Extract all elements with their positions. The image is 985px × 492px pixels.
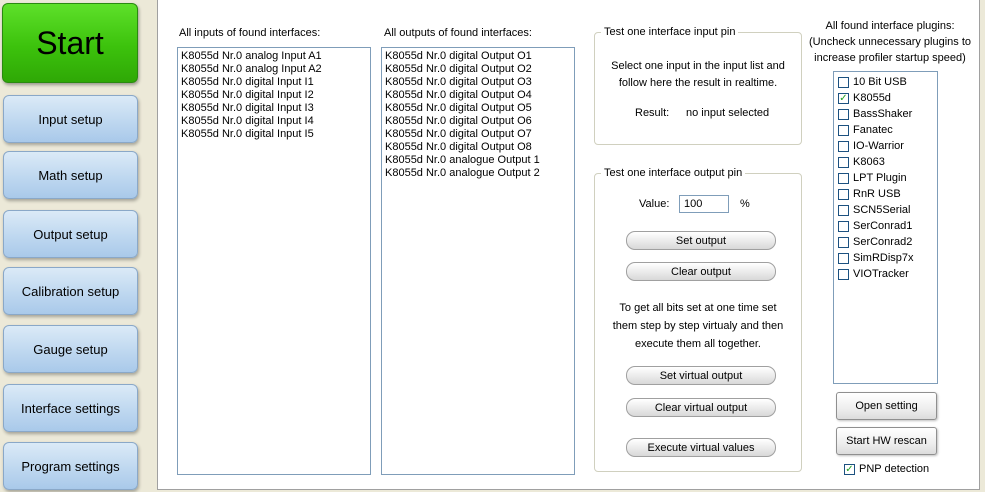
result-value: no input selected: [686, 107, 770, 119]
plugin-item[interactable]: [838, 138, 933, 154]
value-label: Value:: [639, 198, 670, 210]
plugin-item[interactable]: [838, 154, 933, 170]
virtual-info-1: To get all bits set at one time set: [619, 302, 777, 314]
list-item[interactable]: K8055d Nr.0 digital Output O4: [385, 89, 532, 101]
plugin-item[interactable]: [838, 122, 933, 138]
list-item[interactable]: K8055d Nr.0 digital Output O7: [385, 128, 532, 140]
checkbox-icon[interactable]: [838, 189, 849, 200]
inputs-listbox[interactable]: [177, 47, 371, 475]
plugin-item[interactable]: [838, 250, 933, 266]
outputs-list-title: All outputs of found interfaces:: [384, 27, 532, 39]
checkbox-icon[interactable]: [838, 237, 849, 248]
list-item[interactable]: K8055d Nr.0 digital Input I5: [181, 128, 314, 140]
plugin-label: 10 Bit USB: [853, 75, 907, 88]
clear-output-button[interactable]: Clear output: [626, 262, 776, 281]
plugin-item[interactable]: [838, 266, 933, 282]
checkbox-icon[interactable]: [838, 253, 849, 264]
checkbox-icon[interactable]: [838, 109, 849, 120]
execute-virtual-values-button[interactable]: Execute virtual values: [626, 438, 776, 457]
pnp-detection-label: PNP detection: [859, 463, 930, 475]
checkbox-icon[interactable]: [838, 77, 849, 88]
plugin-item[interactable]: [838, 186, 933, 202]
list-item[interactable]: K8055d Nr.0 digital Output O5: [385, 102, 532, 114]
value-input[interactable]: 100: [679, 195, 729, 213]
test-input-instruction-2: follow here the result in realtime.: [618, 77, 778, 89]
plugins-title-1: All found interface plugins:: [825, 20, 955, 32]
plugin-label: K8055d: [853, 91, 891, 104]
plugin-item[interactable]: [838, 170, 933, 186]
test-output-title: Test one interface output pin: [601, 167, 745, 179]
plugin-item[interactable]: [838, 74, 933, 90]
test-input-instruction-1: Select one input in the input list and: [611, 60, 785, 72]
list-item[interactable]: K8055d Nr.0 digital Output O8: [385, 141, 532, 153]
interface-settings-button[interactable]: Interface settings: [3, 384, 138, 432]
plugin-item[interactable]: [838, 106, 933, 122]
list-item[interactable]: K8055d Nr.0 digital Input I3: [181, 102, 314, 114]
list-item[interactable]: K8055d Nr.0 digital Output O3: [385, 76, 532, 88]
checkbox-checked-icon[interactable]: ✓: [839, 92, 848, 104]
plugin-label: SerConrad1: [853, 219, 913, 232]
start-button[interactable]: Start: [2, 3, 138, 83]
plugin-label: IO-Warrior: [853, 139, 904, 152]
checkbox-icon[interactable]: [838, 141, 849, 152]
plugin-item[interactable]: [838, 202, 933, 218]
plugins-checklist[interactable]: [833, 71, 938, 384]
virtual-info-2: them step by step virtualy and then: [612, 320, 784, 332]
test-input-group: [594, 26, 802, 145]
input-setup-button[interactable]: Input setup: [3, 95, 138, 143]
start-hw-rescan-button[interactable]: Start HW rescan: [836, 427, 937, 455]
list-item[interactable]: K8055d Nr.0 digital Input I1: [181, 76, 314, 88]
checkbox-icon[interactable]: [838, 157, 849, 168]
plugin-item[interactable]: [838, 90, 933, 106]
plugin-label: VIOTracker: [853, 267, 909, 280]
list-item[interactable]: K8055d Nr.0 analog Input A1: [181, 50, 322, 62]
plugin-label: SCN5Serial: [853, 203, 911, 216]
set-virtual-output-button[interactable]: Set virtual output: [626, 366, 776, 385]
list-item[interactable]: K8055d Nr.0 analogue Output 2: [385, 167, 540, 179]
checkbox-icon[interactable]: [838, 173, 849, 184]
checkbox-icon[interactable]: [838, 125, 849, 136]
plugin-label: SerConrad2: [853, 235, 913, 248]
plugin-label: K8063: [853, 155, 885, 168]
inputs-list-title: All inputs of found interfaces:: [179, 27, 321, 39]
plugin-label: SimRDisp7x: [853, 251, 914, 264]
test-input-title: Test one interface input pin: [601, 26, 738, 38]
open-setting-button[interactable]: Open setting: [836, 392, 937, 420]
test-output-group: [594, 167, 802, 472]
math-setup-button[interactable]: Math setup: [3, 151, 138, 199]
gauge-setup-button[interactable]: Gauge setup: [3, 325, 138, 373]
plugins-header: [806, 18, 974, 66]
plugin-label: Fanatec: [853, 123, 893, 136]
list-item[interactable]: K8055d Nr.0 digital Output O1: [385, 50, 532, 62]
checkbox-icon[interactable]: [838, 221, 849, 232]
checkbox-checked-icon[interactable]: ✓: [845, 463, 854, 475]
list-item[interactable]: K8055d Nr.0 analogue Output 1: [385, 154, 540, 166]
list-item[interactable]: K8055d Nr.0 analog Input A2: [181, 63, 322, 75]
plugin-label: LPT Plugin: [853, 171, 907, 184]
outputs-listbox[interactable]: [381, 47, 575, 475]
calibration-setup-button[interactable]: Calibration setup: [3, 267, 138, 315]
plugin-label: BassShaker: [853, 107, 913, 120]
program-settings-button[interactable]: Program settings: [3, 442, 138, 490]
list-item[interactable]: K8055d Nr.0 digital Input I2: [181, 89, 314, 101]
result-label: Result:: [635, 107, 670, 119]
list-item[interactable]: K8055d Nr.0 digital Output O6: [385, 115, 532, 127]
virtual-info-3: execute them all together.: [635, 338, 761, 350]
plugins-title-3: increase profiler startup speed): [814, 52, 966, 64]
clear-virtual-output-button[interactable]: Clear virtual output: [626, 398, 776, 417]
checkbox-icon[interactable]: [838, 269, 849, 280]
plugin-item[interactable]: [838, 234, 933, 250]
output-setup-button[interactable]: Output setup: [3, 210, 138, 258]
plugin-item[interactable]: [838, 218, 933, 234]
checkbox-icon[interactable]: [838, 205, 849, 216]
plugin-label: RnR USB: [853, 187, 901, 200]
pnp-detection-checkbox[interactable]: [844, 463, 929, 475]
plugins-title-2: (Uncheck unnecessary plugins to: [808, 36, 972, 48]
percent-unit: %: [740, 198, 750, 210]
list-item[interactable]: K8055d Nr.0 digital Input I4: [181, 115, 314, 127]
set-output-button[interactable]: Set output: [626, 231, 776, 250]
list-item[interactable]: K8055d Nr.0 digital Output O2: [385, 63, 532, 75]
